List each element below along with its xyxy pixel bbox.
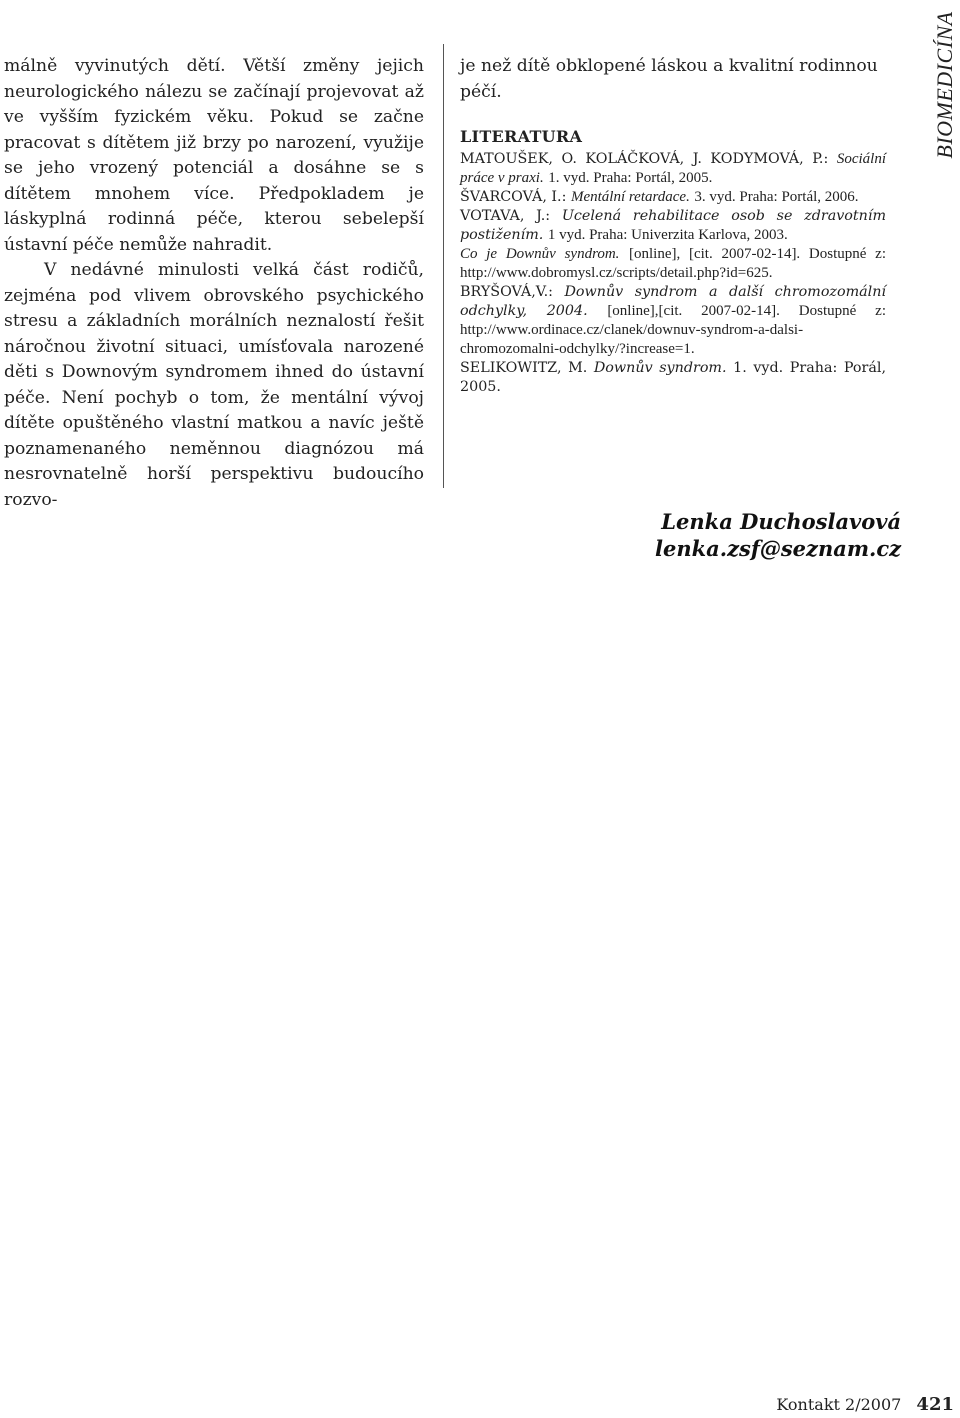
reference-5 [460,283,886,359]
paragraph-2: V nedávné minulosti velká část rodičů, zejména pod vlivem obrovského psychického stresu a základních morálních neznalostí řešit náročnou životní situaci, umísťovala narozené děti s Downovým syndromem ihned do ústavní péče. Není pochyb o tom, že mentální vývoj dítěte opuštěného vlastní matkou a navíc ještě poznamenaného neměnnou diagnózou má nesrovnatelně horší perspektivu budoucího rozvo- [4,260,424,510]
reference-authors: ŠVARCOVÁ, I.: [460,189,567,205]
reference-1 [460,150,886,188]
reference-details: [online], [cit. 2007-02-14]. Dostupné z: http://www.dobromysl.cz/scripts/detail.php?id=625. [460,246,887,281]
reference-details: [online],[cit. 2007-02-14]. Dostupné z: http://www.ordinace.cz/clanek/downuv-syndrom-a-dalsi-chromozomalni-odchylky/?increase=1. [460,303,887,357]
page-footer [776,1394,954,1415]
reference-details: 1 vyd. Praha: Univerzita Karlova, 2003. [547,227,788,243]
reference-title: Sociální práce v praxi. [460,151,887,186]
section-label-text: BIOMEDICÍNA [932,11,957,159]
author-email: lenka.zsf@seznam.cz [655,536,902,561]
reference-title: Downův syndrom. [593,360,727,376]
section-label [932,0,958,170]
reference-authors: BRYŠOVÁ,V.: [460,284,553,300]
author-name: Lenka Duchoslavová [661,509,902,534]
reference-4 [460,245,886,283]
reference-authors: SELIKOWITZ, M. [460,360,588,376]
reference-title: Co je Downův syndrom. [460,246,620,262]
literature-heading: LITERATURA [460,127,583,146]
column-divider [443,44,444,488]
journal-issue: Kontakt 2/2007 [776,1395,902,1414]
reference-details: 1. vyd. Praha: Porál, 2005. [460,360,886,395]
left-column [4,54,424,513]
reference-details: 1. vyd. Praha: Portál, 2005. [548,170,713,186]
reference-authors: VOTAVA, J.: [460,208,551,224]
reference-details: 3. vyd. Praha: Portál, 2006. [694,189,859,205]
reference-2 [460,188,886,207]
reference-authors: MATOUŠEK, O. KOLÁČKOVÁ, J. KODYMOVÁ, P.: [460,151,829,167]
reference-6 [460,359,886,397]
paragraph-continuation: je než dítě obklopené láskou a kvalitní rodinnou péčí. [460,56,878,102]
author-block [655,508,901,562]
paragraph-1: málně vyvinutých dětí. Větší změny jejich neurologického nálezu se začínají projevovat až ve vyšším fyzickém věku. Pokud se začne pracovat s dítětem již brzy po narození, využije se jeho vrozený potenciál a dosáhne se s dítětem mnohem více. Předpokladem je láskyplná rodinná péče, kterou sebelepší ústavní péče nemůže nahradit. [4,56,424,255]
reference-title: Ucelená rehabilitace osob se zdravotním postižením. [460,208,886,243]
page-number: 421 [916,1394,954,1415]
reference-3 [460,207,886,245]
reference-title: Downův syndrom a další chromozomální odchylky, 2004. [460,284,887,319]
right-column [460,54,886,397]
reference-title: Mentální retardace. [570,189,690,205]
